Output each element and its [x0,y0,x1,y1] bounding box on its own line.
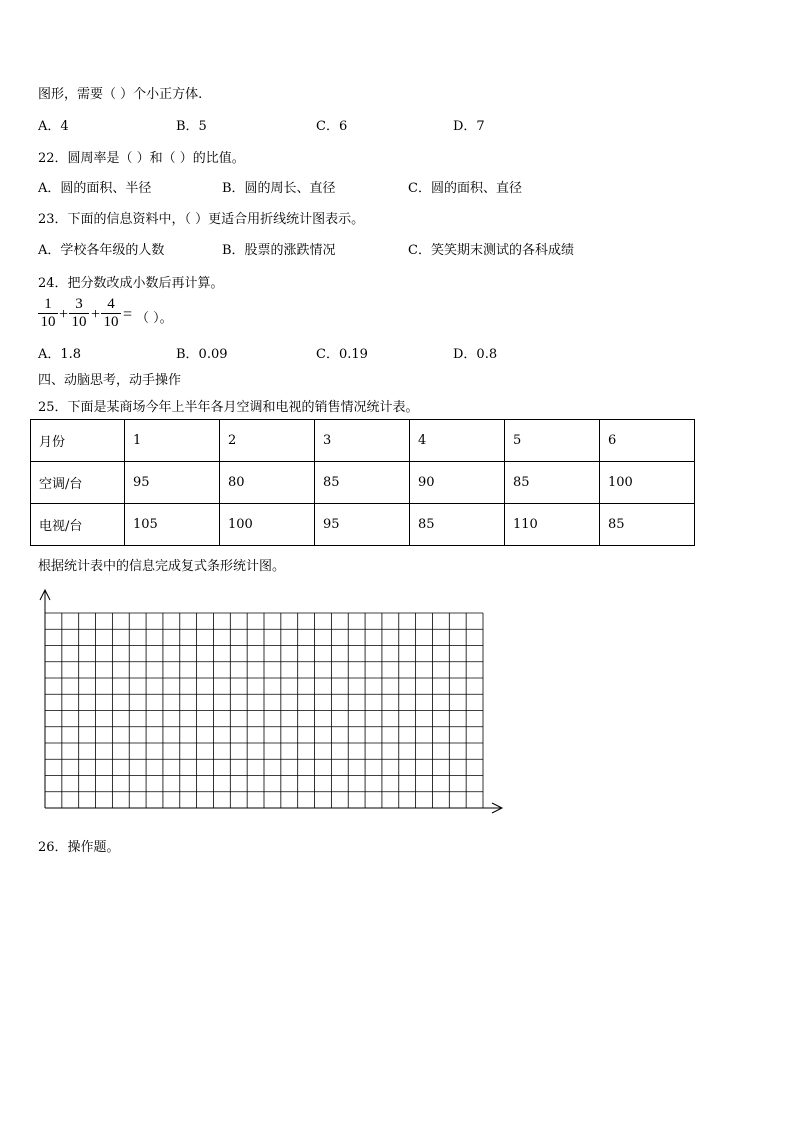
table-header-cell: 3 [315,420,410,462]
q24-answer-blank[interactable]: （ ）。 [136,311,173,326]
q24-fraction-1-numerator: 1 [44,296,52,312]
table-header-cell: 2 [220,420,315,462]
table-row-tv [31,504,695,546]
q22-option-a[interactable]: A．圆的面积、半径 [38,181,152,196]
sales-table [30,419,695,546]
grid-lines [45,613,483,808]
q24-fraction-1 [38,296,58,331]
table-cell: 电视/台 [31,504,125,546]
table-header-cell: 月份 [31,420,125,462]
q22-option-b[interactable]: B．圆的周长、直径 [222,181,336,196]
plus-sign-2: + [91,306,101,323]
q24-fraction-2-denominator: 10 [71,314,87,330]
q24-fraction-3 [101,296,121,331]
table-cell: 空调/台 [31,462,125,504]
q25-instruction: 根据统计表中的信息完成复式条形统计图。 [38,559,286,574]
table-cell: 100 [220,504,315,546]
table-row-air-conditioner [31,462,695,504]
q24-fraction-3-numerator: 4 [107,296,115,312]
table-header-cell: 5 [505,420,600,462]
table-cell: 85 [315,462,410,504]
table-cell: 95 [125,462,220,504]
table-header-cell: 6 [600,420,695,462]
table-header-row [31,420,695,462]
table-cell: 85 [600,504,695,546]
q24-option-c[interactable]: C．0.19 [316,347,368,362]
q25-stem: 25．下面是某商场今年上半年各月空调和电视的销售情况统计表。 [38,400,419,415]
q24-option-b[interactable]: B．0.09 [176,347,228,362]
table-cell: 110 [505,504,600,546]
q21-option-c[interactable]: C．6 [316,119,348,134]
table-cell: 85 [410,504,505,546]
q23-stem: 23．下面的信息资料中，（ ）更适合用折线统计图表示。 [38,212,365,227]
x-axis [45,803,502,813]
table-cell: 100 [600,462,695,504]
table-cell: 90 [410,462,505,504]
q22-stem: 22．圆周率是（ ）和（ ）的比值。 [38,151,245,166]
section-4-title: 四、动脑思考，动手操作 [38,373,182,388]
q24-option-d[interactable]: D．0.8 [453,347,498,362]
q24-fraction-2-numerator: 3 [75,296,83,312]
q23-option-c[interactable]: C．笑笑期末测试的各科成绩 [408,243,574,258]
q21-option-d[interactable]: D．7 [453,119,485,134]
q24-option-a[interactable]: A．1.8 [38,347,82,362]
table-cell: 85 [505,462,600,504]
q21-option-a[interactable]: A．4 [38,119,69,134]
q23-option-a[interactable]: A．学校各年级的人数 [38,243,165,258]
q22-option-c[interactable]: C．圆的面积、直径 [408,181,522,196]
q24-stem: 24．把分数改成小数后再计算。 [38,276,224,291]
q21-option-b[interactable]: B．5 [176,119,207,134]
q24-fraction-3-denominator: 10 [103,314,119,330]
table-cell: 105 [125,504,220,546]
q24-fraction-1-denominator: 10 [40,314,56,330]
q26-stem: 26．操作题。 [38,840,120,855]
plus-sign-1: + [59,306,69,323]
table-cell: 80 [220,462,315,504]
equals-sign: = [123,306,133,323]
table-header-cell: 4 [410,420,505,462]
blank-chart-grid[interactable] [36,586,508,818]
q24-fraction-2 [69,296,89,331]
table-cell: 95 [315,504,410,546]
table-header-cell: 1 [125,420,220,462]
q21-stem-tail: 图形，需要（ ）个小正方体. [38,87,203,102]
q23-option-b[interactable]: B．股票的涨跌情况 [222,243,336,258]
